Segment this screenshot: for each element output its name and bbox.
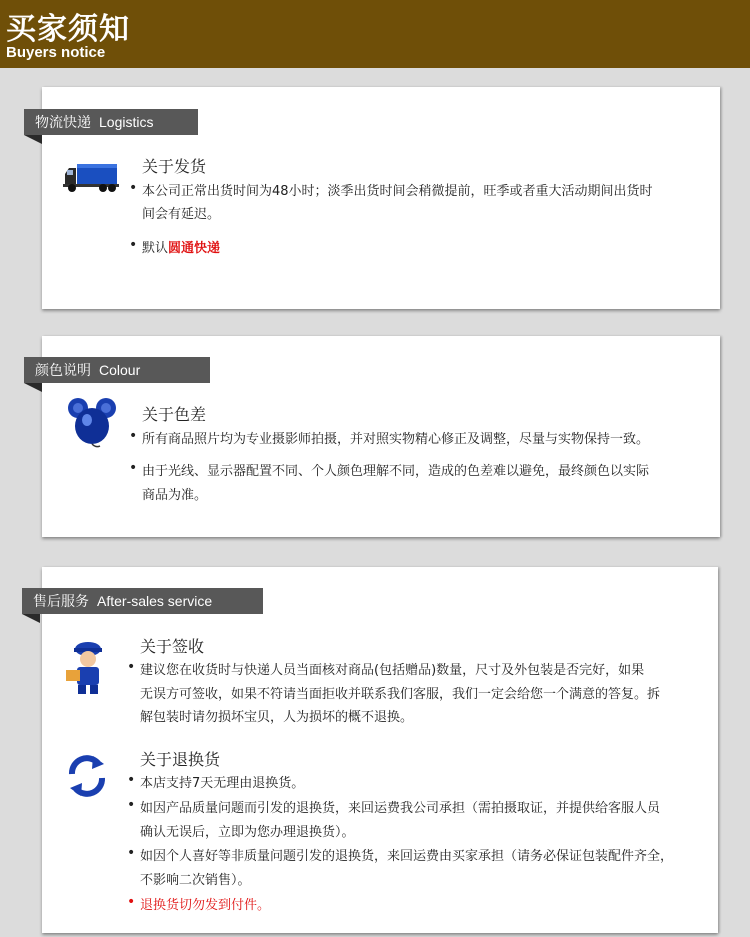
- return-heading: 关于退换货: [140, 750, 221, 769]
- bullet-icon: •: [129, 460, 138, 476]
- logistics-item1-line2: 间会有延迟。: [142, 207, 221, 222]
- aftersales-tag: [22, 588, 263, 614]
- bullet-icon: •: [129, 237, 138, 253]
- refresh-icon: [68, 754, 106, 798]
- bullet-icon: •: [129, 180, 138, 196]
- return-item2-line1: 如因产品质量问题而引发的退换货，来回运费我公司承担（需拍摄取证，并提供给客服人员: [140, 801, 661, 816]
- sign-line3: 解包装时请勿损坏宝贝，人为损坏的概不退换。: [140, 710, 414, 725]
- courier-name: 圆通快递: [168, 241, 221, 256]
- logistics-tag: [24, 109, 198, 135]
- aftersales-tag-cn: 售后服务: [33, 594, 89, 610]
- bullet-icon: •: [127, 797, 136, 813]
- colour-tag: [24, 357, 210, 383]
- page-title: 买家须知: [6, 12, 130, 47]
- bullet-icon: •: [127, 845, 136, 861]
- return-item2-line2: 确认无误后，立即为您办理退换货）。: [140, 825, 355, 840]
- colour-item2-line1: 由于光线、显示器配置不同、个人颜色理解不同，造成的色差难以避免，最终颜色以实际: [142, 464, 650, 479]
- page-subtitle: Buyers notice: [6, 44, 106, 61]
- logistics-item2: [142, 237, 220, 256]
- logistics-item2-prefix: 默认: [142, 241, 169, 256]
- mouse-icon: [66, 396, 118, 448]
- bullet-icon: •: [129, 428, 138, 444]
- return-item4: 退换货切勿发到付件。: [140, 898, 271, 913]
- header-banner: [0, 0, 750, 68]
- logistics-tag-cn: 物流快递: [35, 115, 91, 131]
- colour-heading: 关于色差: [142, 405, 207, 424]
- bullet-icon: •: [127, 772, 136, 788]
- tag-fold: [24, 383, 42, 392]
- colour-item1: 所有商品照片均为专业摄影师拍摄，并对照实物精心修正及调整，尽量与实物保持一致。: [142, 432, 650, 447]
- return-item3-line2: 不影响二次销售）。: [140, 873, 251, 888]
- sign-heading: 关于签收: [140, 637, 205, 656]
- logistics-tag-en: Logistics: [99, 114, 154, 130]
- colour-tag-cn: 颜色说明: [35, 363, 91, 379]
- sign-line2: 无误方可签收，如果不符请当面拒收并联系我们客服，我们一定会给您一个满意的答复。拆: [140, 687, 661, 702]
- return-item3-line1: 如因个人喜好等非质量问题引发的退换货，来回运费由买家承担（请务必保证包装配件齐全，: [140, 849, 674, 864]
- return-item1: 本店支持7天无理由退换货。: [140, 776, 305, 791]
- bullet-icon: •: [127, 894, 136, 910]
- aftersales-tag-en: After-sales service: [97, 593, 213, 609]
- logistics-heading: 关于发货: [142, 157, 207, 176]
- colour-tag-en: Colour: [99, 362, 141, 378]
- bullet-icon: •: [127, 659, 136, 675]
- sign-line1: 建议您在收货时与快递人员当面核对商品(包括赠品)数量，尺寸及外包装是否完好，如果: [140, 663, 645, 678]
- courier-icon: [64, 640, 112, 696]
- colour-item2-line2: 商品为准。: [142, 488, 208, 503]
- tag-fold: [22, 614, 40, 623]
- tag-fold: [24, 135, 42, 144]
- truck-icon: [63, 162, 119, 194]
- logistics-item1-line1: 本公司正常出货时间为48小时；淡季出货时间会稍微提前，旺季或者重大活动期间出货时: [142, 184, 653, 199]
